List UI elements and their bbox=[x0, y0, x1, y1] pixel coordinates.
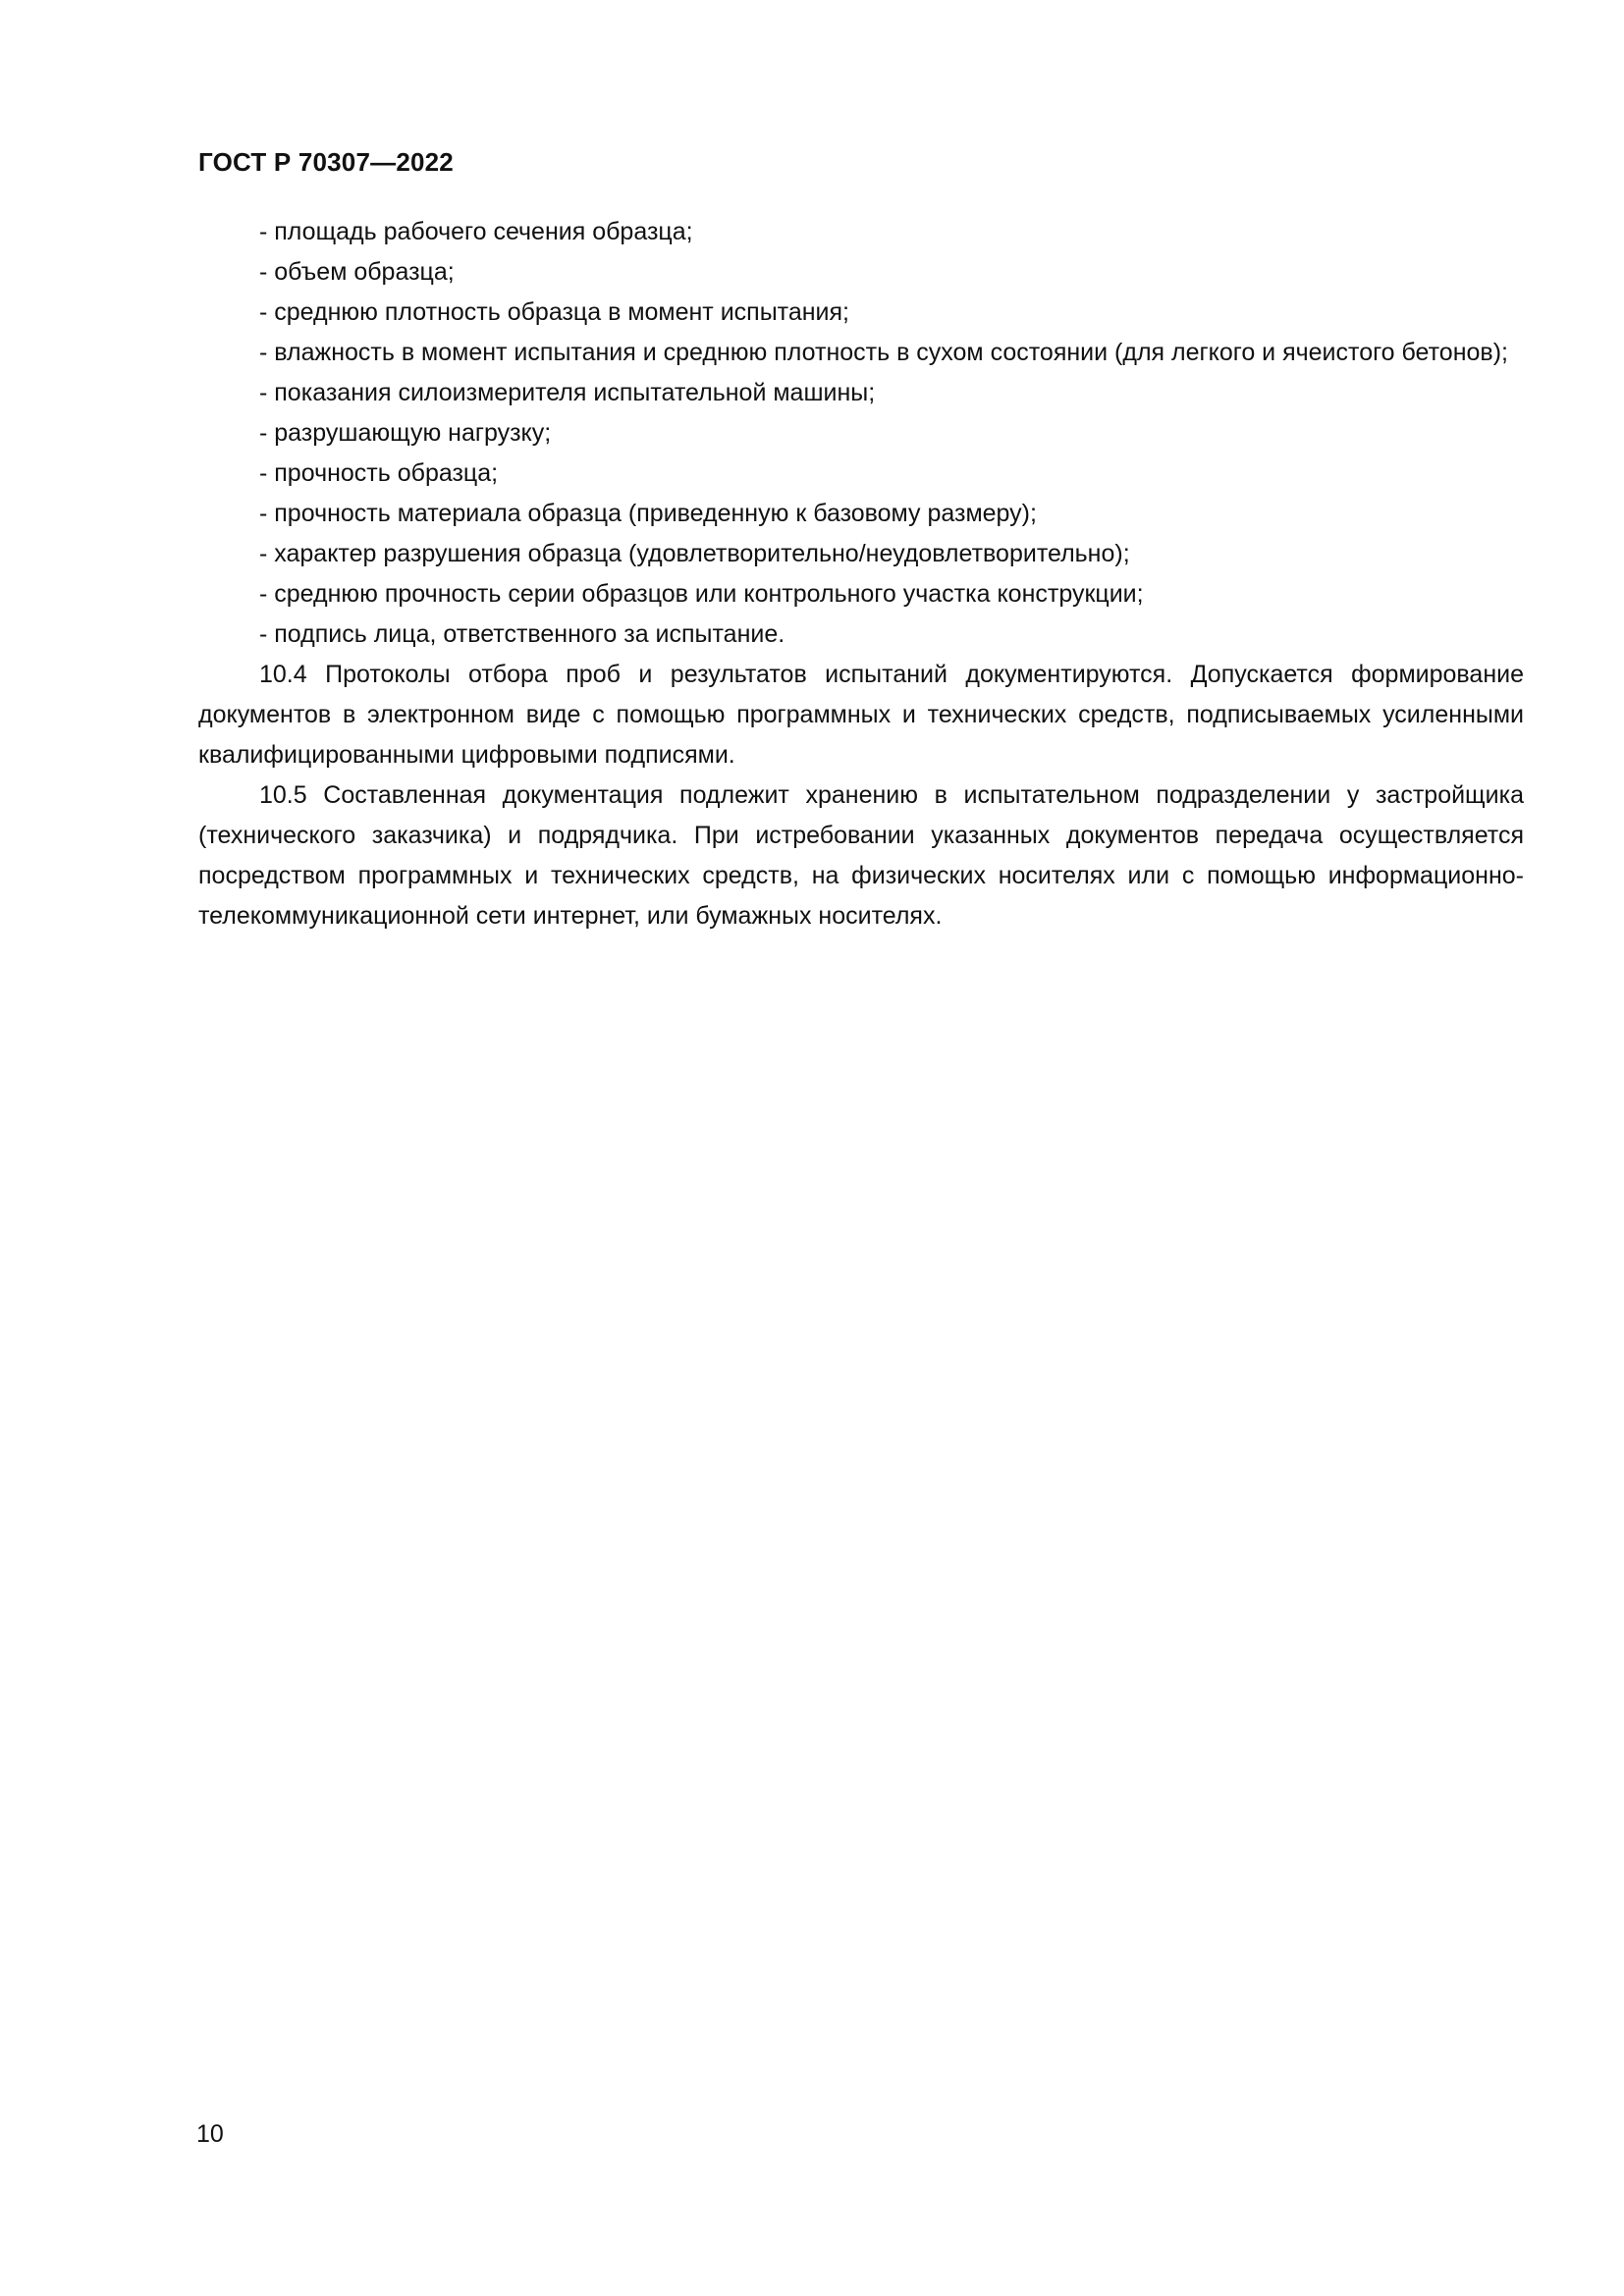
list-item: - прочность образца; bbox=[259, 459, 499, 487]
list-item: - площадь рабочего сечения образца; bbox=[259, 218, 693, 245]
list-item: - среднюю плотность образца в момент испытания; bbox=[259, 298, 850, 326]
list-item: - объем образца; bbox=[259, 258, 455, 286]
document-body bbox=[198, 212, 1524, 936]
list-item: - прочность материала образца (приведенную к базовому размеру); bbox=[259, 500, 1037, 527]
paragraph-10-4: 10.4 Протоколы отбора проб и результатов испытаний документируются. Допускается формирование документов в электронном виде с помощью программных и технических средств, подписываемых усиленными квалифицированными цифровыми подписями. bbox=[198, 661, 1524, 769]
list-item: - подпись лица, ответственного за испытание. bbox=[259, 620, 785, 648]
list-item: - разрушающую нагрузку; bbox=[259, 419, 552, 447]
list-item: - среднюю прочность серии образцов или контрольного участка конструкции; bbox=[259, 580, 1144, 608]
list-item: - характер разрушения образца (удовлетворительно/неудовлетворительно); bbox=[259, 540, 1130, 567]
list-item: - влажность в момент испытания и среднюю плотность в сухом состоянии (для легкого и ячеистого бетонов); bbox=[259, 339, 1508, 366]
page-number: 10 bbox=[196, 2120, 224, 2148]
paragraph-10-5: 10.5 Составленная документация подлежит хранению в испытательном подразделении у застройщика (технического заказчика) и подрядчика. При истребовании указанных документов передача осуществляется посредством программных и технических средств, на физических носителях или с помощью информационно-телекоммуникационной сети интернет, или бумажных носителях. bbox=[198, 781, 1524, 930]
document-header: ГОСТ Р 70307—2022 bbox=[198, 147, 454, 177]
list-item: - показания силоизмерителя испытательной машины; bbox=[259, 379, 876, 406]
